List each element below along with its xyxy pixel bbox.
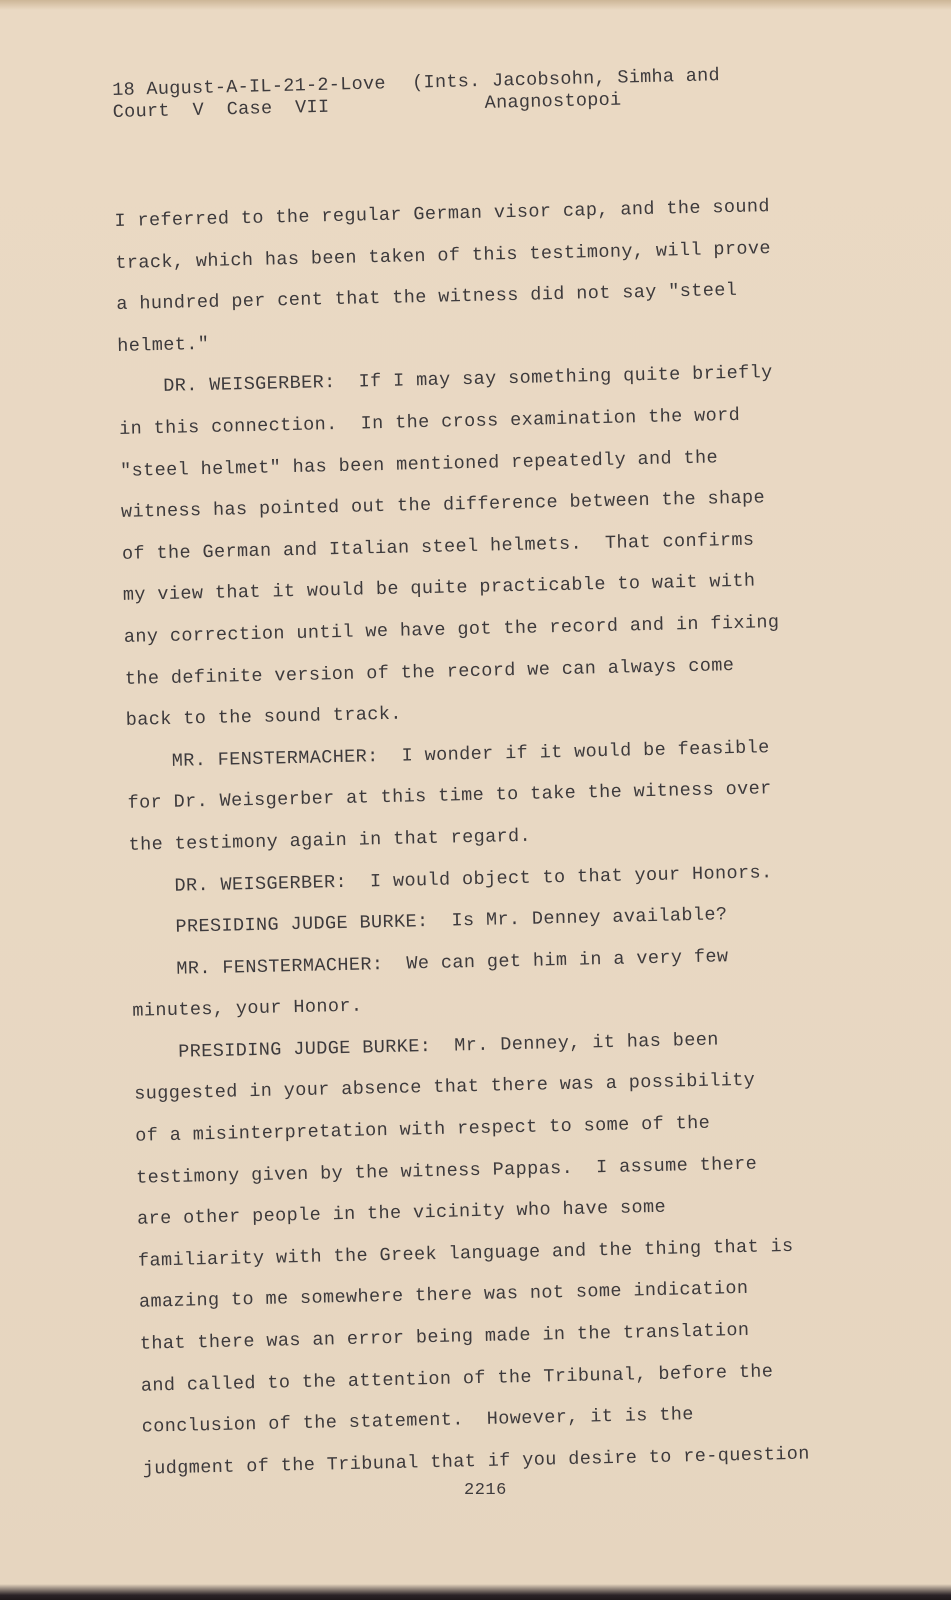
body-line: that there was an error being made in the translation [139,1319,750,1355]
speaker-line: MR. FENSTERMACHER: We can get him in a very few [176,945,729,980]
body-line: testimony given by the witness Pappas. I assume there [135,1153,758,1189]
body-line: suggested in your absence that there was a possibility [134,1070,756,1106]
body-line: of the German and Italian steel helmets. That confirms [121,529,755,565]
speaker-line: DR. WEISGERBER: If I may say something quite briefly [162,362,773,398]
header-date-reference: 18 August-A-IL-21-2-Love [112,73,387,101]
document-header [112,62,833,124]
header-interpreter-surname: Anagnostopoi [484,89,622,114]
body-line: any correction until we have got the record and in fixing [123,611,780,648]
body-line: "steel helmet" has been mentioned repeatedly and the [119,446,719,482]
body-line: witness has pointed out the difference between the shape [120,487,766,524]
body-line: and called to the attention of the Tribunal, before the [140,1360,774,1397]
body-line: familiarity with the Greek language and the thing that is [137,1235,794,1272]
body-line: are other people in the vicinity who have some [136,1196,667,1230]
body-line: of a misinterpretation with respect to some of the [134,1112,711,1147]
speaker-line: DR. WEISGERBER: I would object to that your Honors. [174,861,773,897]
body-line: conclusion of the statement. However, it is the [141,1404,695,1438]
body-line: in this connection. In the cross examination the word [118,404,741,440]
body-line: amazing to me somewhere there was not some indication [138,1278,749,1314]
body-line: helmet." [117,333,210,357]
body-line: judgment of the Tribunal that if you desire to re-question [142,1443,810,1480]
speaker-line: MR. FENSTERMACHER: I wonder if it would be feasible [171,736,770,772]
page-number: 2216 [464,1481,507,1500]
body-line: the definite version of the record we can always come [124,654,735,690]
speaker-line: PRESIDING JUDGE BURKE: Mr. Denney, it has been [178,1029,720,1063]
header-interpreters: (Ints. Jacobsohn, Simha and [411,65,721,94]
paper-bottom-edge [0,1584,951,1600]
body-line: minutes, your Honor. [132,995,363,1023]
body-line: for Dr. Weisgerber at this time to take the witness over [127,778,772,815]
body-line: my view that it would be quite practicable to wait with [122,570,756,607]
paper-top-edge [0,0,951,10]
transcript-body [114,185,863,1490]
body-line: I referred to the regular German visor cap, and the sound [114,196,771,232]
body-line: a hundred per cent that the witness did not say "steel [116,280,738,316]
speaker-line: PRESIDING JUDGE BURKE: Is Mr. Denney available? [175,904,728,938]
body-line: track, which has been taken of this testimony, will prove [115,237,772,274]
body-line: back to the sound track. [125,703,403,731]
body-line: the testimony again in that regard. [128,825,532,856]
header-court-case: Court V Case VII [112,96,330,123]
